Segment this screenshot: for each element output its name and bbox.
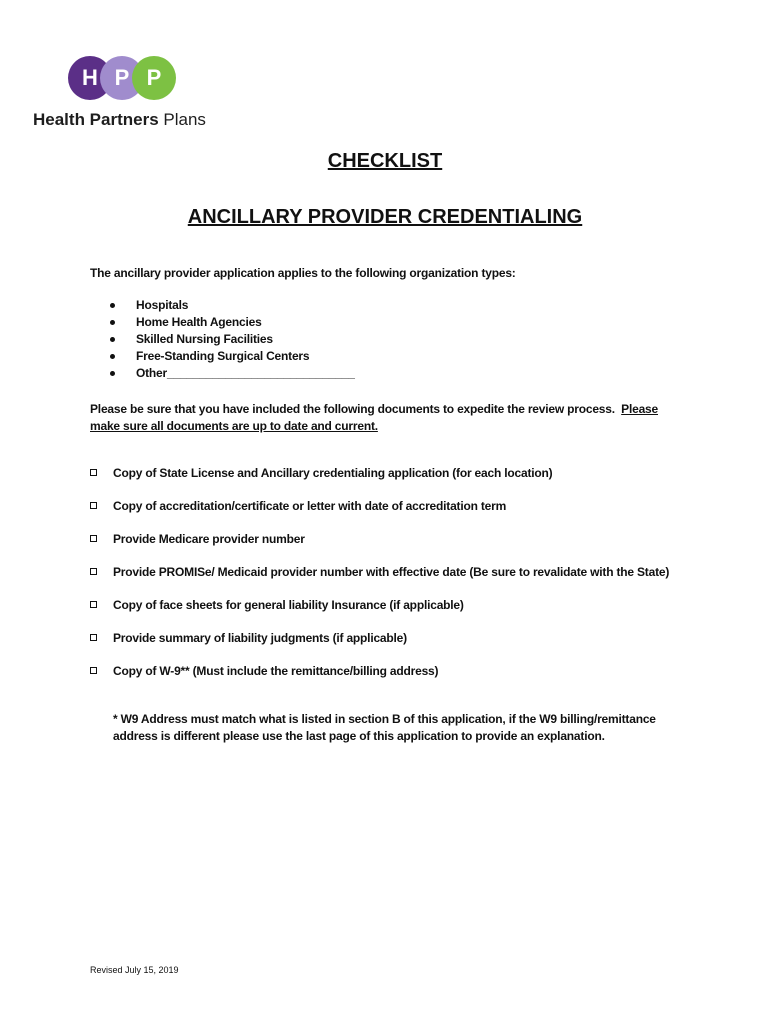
logo-name-light: Plans [163, 110, 206, 129]
hpp-logo [33, 56, 223, 130]
logo-circle-p1: P [100, 56, 144, 100]
checkbox[interactable] [90, 535, 97, 542]
checklist-label: Provide Medicare provider number [113, 532, 305, 546]
org-type-label: Skilled Nursing Facilities [136, 332, 273, 346]
checklist-label: Provide PROMISe/ Medicaid provider number with effective date (Be sure to revalidate with the State) [113, 565, 670, 579]
checkbox[interactable] [90, 601, 97, 608]
bullet-icon [110, 371, 115, 376]
checklist-label: Copy of accreditation/certificate or letter with date of accreditation term [113, 499, 507, 513]
checklist-label: Copy of face sheets for general liability Insurance (if applicable) [113, 598, 464, 612]
checkbox[interactable] [90, 634, 97, 641]
org-type-label: Home Health Agencies [136, 315, 262, 329]
org-type-label: Free-Standing Surgical Centers [136, 349, 310, 363]
bullet-icon [110, 320, 115, 325]
bullet-icon [110, 354, 115, 359]
checklist-label: Provide summary of liability judgments (if applicable) [113, 631, 407, 645]
checklist-label: Copy of State License and Ancillary credentialing application (for each location) [113, 466, 553, 480]
org-type-label: Hospitals [136, 298, 189, 312]
intro-text: The ancillary provider application applies to the following organization types: [90, 266, 516, 280]
logo-circle-h: H [68, 56, 112, 100]
org-type-other-field[interactable]: Other_____________________________ [136, 366, 355, 380]
bullet-icon [110, 337, 115, 342]
instructions-text: Please be sure that you have included the following documents to expedite the review process. [90, 402, 615, 416]
checkbox[interactable] [90, 568, 97, 575]
logo-wordmark [33, 110, 206, 130]
page-title: CHECKLIST [327, 150, 443, 172]
instructions-paragraph [90, 401, 690, 435]
checklist-label: Copy of W-9** (Must include the remittance/billing address) [113, 664, 439, 678]
page-subtitle: ANCILLARY PROVIDER CREDENTIALING [187, 206, 583, 228]
instructions-emphasis: Please make sure all documents are up to date and current. [90, 402, 658, 433]
logo-circle-p2: P [132, 56, 176, 100]
revision-date: Revised July 15, 2019 [90, 965, 179, 975]
checkbox[interactable] [90, 469, 97, 476]
bullet-icon [110, 303, 115, 308]
checkbox[interactable] [90, 667, 97, 674]
checkbox[interactable] [90, 502, 97, 509]
w9-note: * W9 Address must match what is listed in section B of this application, if the W9 billing/remittance address is different please use the last page of this application to provide an explanation. [113, 712, 656, 743]
logo-name-bold: Health Partners [33, 110, 159, 129]
